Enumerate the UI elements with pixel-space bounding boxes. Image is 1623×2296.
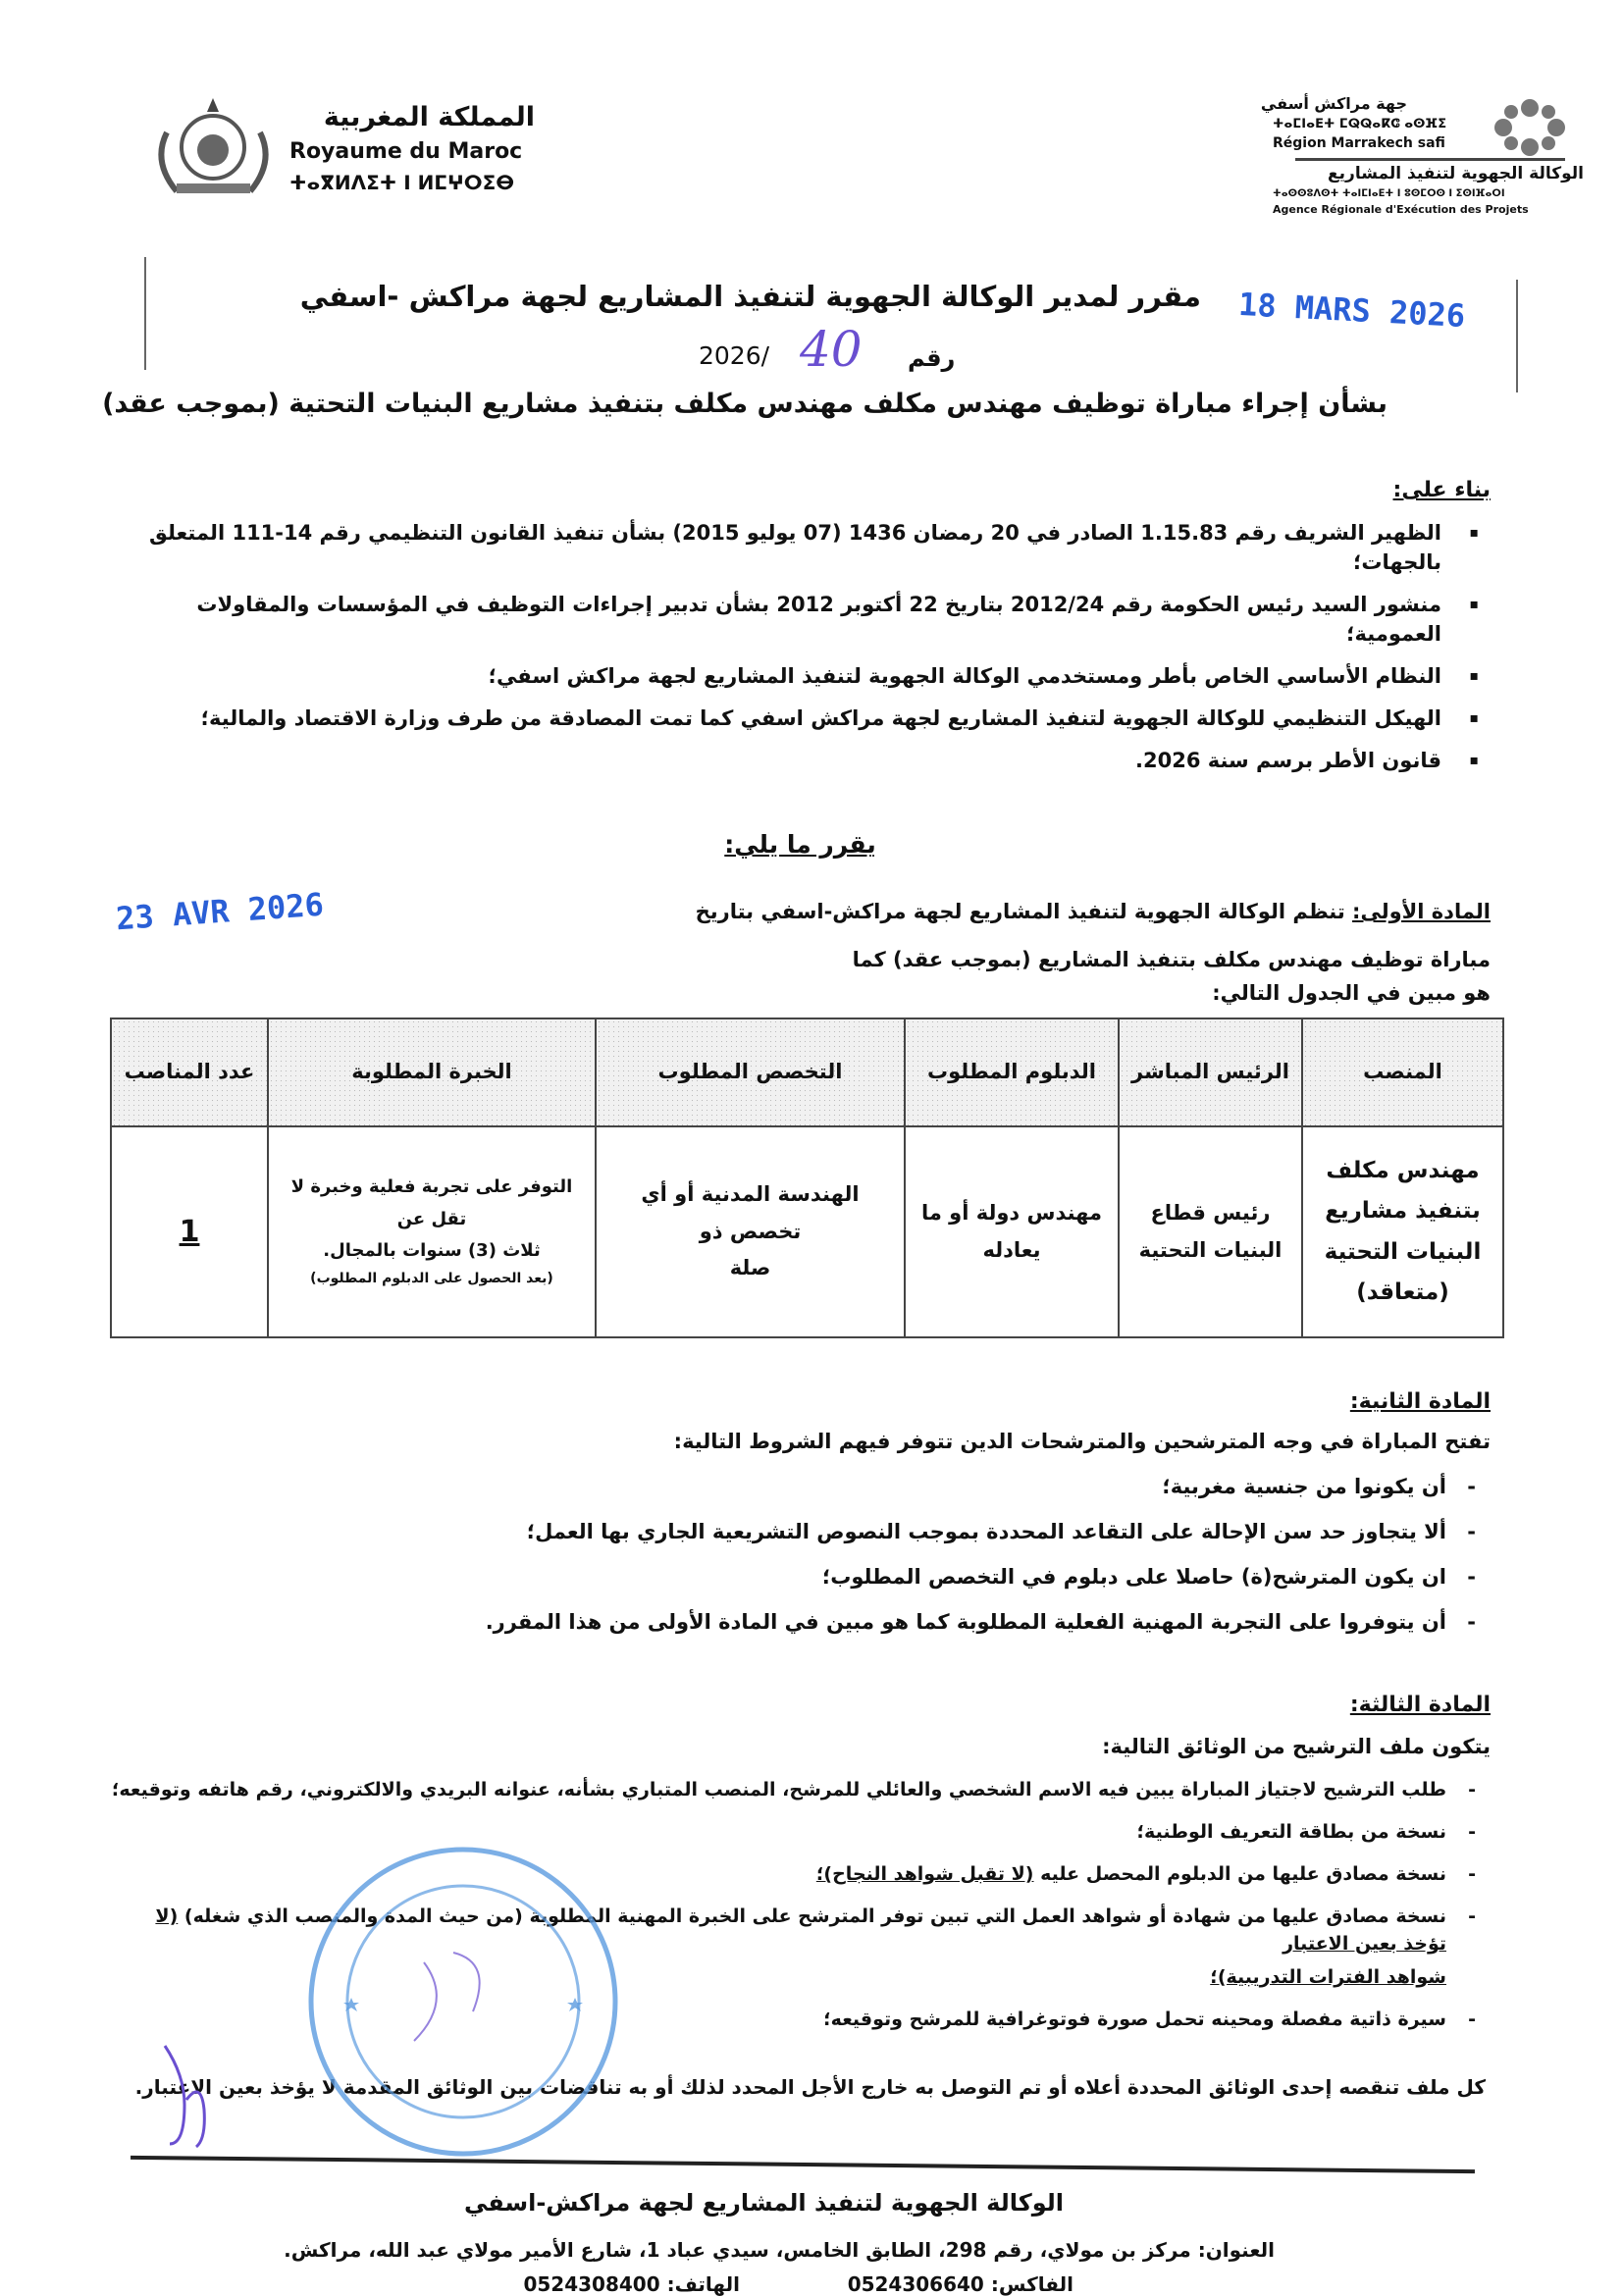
col-header: الخبرة المطلوبة: [268, 1018, 596, 1126]
article2-heading: المادة الثانية:: [1349, 1389, 1491, 1414]
article1-text-left: مباراة توظيف مهندس مكلف بتنفيذ المشاريع (بموجب عقد) كما: [852, 948, 1491, 971]
kingdom-name-fr: Royaume du Maroc: [289, 139, 523, 164]
article1-text: تنظم الوكالة الجهوية لتنفيذ المشاريع لجهة مراكش-اسفي بتاريخ: [695, 900, 1345, 923]
article3-heading: المادة الثالثة:: [1349, 1693, 1491, 1717]
preamble-item: ▪ النظام الأساسي الخاص بأطر ومستخدمي الوكالة الجهوية لتنفيذ المشاريع لجهة مراكش اسفي؛: [110, 661, 1491, 691]
cell-count: 1: [111, 1126, 268, 1337]
article3-intro: يتكون ملف الترشيح من الوثائق التالية:: [1102, 1735, 1491, 1758]
received-date-stamp: 23 AVR 2026: [114, 885, 325, 938]
footer-address: العنوان: مركز بن مولاي، رقم 298، الطابق الخامس، سيدي عباد 1، شارع الأمير مولاي عبد الله، مراكش.: [284, 2238, 1275, 2262]
footer-phone: الهاتف: 0524308400: [523, 2272, 740, 2296]
col-header: التخصص المطلوب: [596, 1018, 905, 1126]
frame-line-left: [144, 257, 146, 370]
table-row: [111, 1126, 1503, 1337]
cell-specialty: الهندسة المدنية أو أي تخصص ذو صلة: [596, 1126, 905, 1337]
condition-item: - ان يكون المترشح(ة) حاصلا على دبلوم في التخصص المطلوب؛: [110, 1562, 1491, 1592]
date-stamp: 18 MARS 2026: [1237, 285, 1467, 336]
royal-emblem: [147, 93, 280, 201]
kingdom-name-tifinagh: ⵜⴰⴳⵍⴷⵉⵜ ⵏ ⵍⵎⵖⵔⵉⴱ: [289, 171, 515, 194]
frame-line-right: [1516, 280, 1518, 392]
region-name-ar: جهة مراكش أسفي: [1260, 94, 1407, 113]
preamble-item: ▪ قانون الأطر برسم سنة 2026.: [110, 746, 1491, 775]
col-header: المنصب: [1302, 1018, 1503, 1126]
decision-title: مقرر لمدير الوكالة الجهوية لتنفيذ المشاريع لجهة مراكش -اسفي: [299, 280, 1201, 313]
footer-divider: [131, 2156, 1475, 2173]
decision-number-label: رقم: [908, 344, 956, 372]
positions-table: [110, 1018, 1504, 1338]
preamble-heading: بناء على:: [1392, 478, 1491, 502]
document-item: - طلب الترشيح لاجتياز المباراة يبين فيه الاسم الشخصي والعائلي للمرشح، المنصب المتباري بشأنه، عنوانه البريدي والالكتروني، رقم هاتفه وتوقيعه؛: [110, 1776, 1491, 1803]
document-item: - نسخة مصادق عليها من شهادة أو شواهد العمل التي تبين توفر المترشح على الخبرة المهنية المطلوبة (من حيث المدة والمنصب الذي شغله) (لا تؤخذ بعين الاعتبار: [110, 1903, 1491, 1957]
document-item-continuation: شواهد الفترات التدريبية)؛: [1210, 1966, 1446, 1988]
decision-subject: بشأن إجراء مباراة توظيف مهندس مكلف مهندس مكلف بتنفيذ مشاريع البنيات التحتية (بموجب عقد): [102, 389, 1387, 419]
kingdom-name-ar: المملكة المغربية: [323, 102, 535, 132]
table-header-row: [111, 1018, 1503, 1126]
preamble-item: ▪ الظهير الشريف رقم 1.15.83 الصادر في 20 رمضان 1436 (07 يوليو 2015) بشأن تنفيذ القانون التنظيمي رقم 14-111 المتعلق بالجهات؛: [110, 518, 1491, 577]
document-item: - نسخة مصادق عليها من الدبلوم المحصل عليه (لا تقبل شواهد النجاح)؛: [110, 1860, 1491, 1888]
footer-fax: الفاكس: 0524306640: [847, 2272, 1073, 2296]
agency-name-tifinagh: ⵜⴰⵙⵙⵓⴷⵙⵜ ⵜⴰⵏⵎⵏⴰⴹⵜ ⵏ ⵓⵙⵎⵔⵙ ⵏ ⵉⵙⵏⴼⴰⵔⵏ: [1273, 188, 1505, 199]
decision-number-year: 2026/: [699, 341, 770, 370]
agency-name-fr: Agence Régionale d'Exécution des Projets: [1273, 203, 1529, 216]
region-name-fr: Région Marrakech safi: [1273, 135, 1445, 151]
col-header: عدد المناصب: [111, 1018, 268, 1126]
cell-diploma: مهندس دولة أو ما يعادله: [905, 1126, 1119, 1337]
decision-number-handwritten: 40: [800, 321, 863, 378]
document-item: - سيرة ذاتية مفصلة ومحينه تحمل صورة فوتوغرافية للمرشح وتوقيعه؛: [110, 2006, 1491, 2033]
condition-item: - ألا يتجاوز حد سن الإحالة على التقاعد المحددة بموجب النصوص التشريعية الجاري بها العمل؛: [110, 1517, 1491, 1546]
signature: [157, 2041, 216, 2153]
article1-line2: هو مبين في الجدول التالي:: [1212, 981, 1491, 1005]
preamble-item: ▪ منشور السيد رئيس الحكومة رقم 2012/24 بتاريخ 22 أكتوبر 2012 بشأن تدبير إجراءات التوظيف في المؤسسات والمقاولات العمومية؛: [110, 590, 1491, 649]
closing-statement: كل ملف تنقصه إحدى الوثائق المحددة أعلاه أو تم التوصل به خارج الأجل المحدد لذلك أو به تناقضات بين الوثائق المقدمة لا يؤخذ بعين الاعتبار.: [134, 2075, 1486, 2099]
preamble-item: ▪ الهيكل التنظيمي للوكالة الجهوية لتنفيذ المشاريع لجهة مراكش اسفي كما تمت المصادقة من طرف وزارة الاقتصاد والمالية؛: [110, 704, 1491, 733]
article2-intro: تفتح المباراة في وجه المترشحين والمترشحات الدين تتوفر فيهم الشروط التالية:: [673, 1430, 1491, 1453]
col-header: الدبلوم المطلوب: [905, 1018, 1119, 1126]
footer-org: الوكالة الجهوية لتنفيذ المشاريع لجهة مراكش-اسفي: [463, 2189, 1064, 2217]
region-logo: [1484, 98, 1577, 157]
cell-supervisor: رئيس قطاع البنيات التحتية: [1119, 1126, 1302, 1337]
header-divider: [1295, 158, 1565, 161]
official-seal: [306, 1845, 620, 2159]
article1-text-right: [696, 897, 1491, 926]
col-header: الرئيس المباشر: [1119, 1018, 1302, 1126]
decides-heading: يقرر ما يلي:: [724, 830, 876, 859]
agency-name-ar: الوكالة الجهوية لتنفيذ المشاريع: [1328, 164, 1584, 183]
article1-heading: المادة الأولى:: [1352, 900, 1491, 923]
cell-experience: التوفر على تجربة فعلية وخبرة لا تقل عن ثلاث (3) سنوات بالمجال. (بعد الحصول على الدبلوم المطلوب): [268, 1126, 596, 1337]
document-item: - نسخة من بطاقة التعريف الوطنية؛: [110, 1818, 1491, 1846]
region-name-tifinagh: ⵜⴰⵎⵏⴰⴹⵜ ⵎⵕⵕⴰⴽⵛ ⴰⵙⴼⵉ: [1273, 117, 1447, 131]
cell-position: مهندس مكلف بتنفيذ مشاريع البنيات التحتية (متعاقد): [1302, 1126, 1503, 1337]
condition-item: - أن يكونوا من جنسية مغربية؛: [110, 1472, 1491, 1501]
article1-row: [110, 885, 1491, 974]
condition-item: - أن يتوفروا على التجربة المهنية الفعلية المطلوبة كما هو مبين في المادة الأولى من هذا المقرر.: [110, 1607, 1491, 1637]
